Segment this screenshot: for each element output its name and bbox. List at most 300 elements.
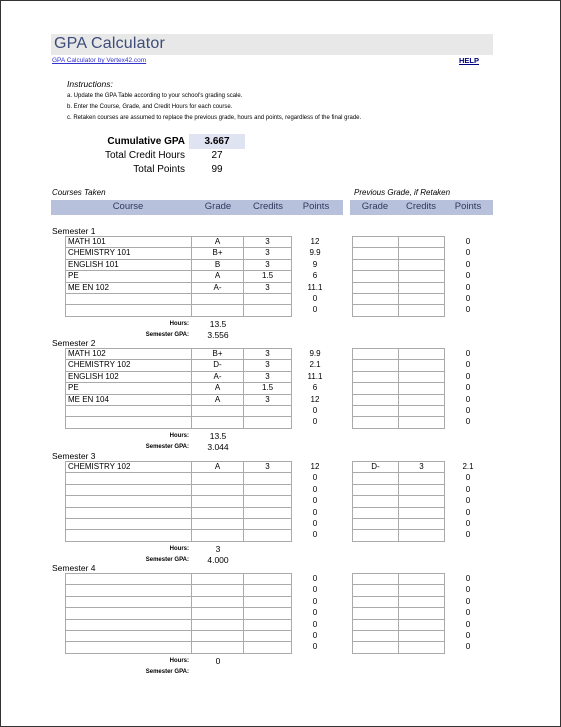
table-row <box>66 631 292 642</box>
cell-grade[interactable]: A- <box>192 372 244 383</box>
table-row <box>353 473 445 484</box>
semester-gpa-label: Semester GPA: <box>145 331 189 338</box>
cell-grade[interactable] <box>192 294 244 305</box>
cell-prev-credits[interactable] <box>399 608 445 619</box>
cell-points: 0 <box>312 473 318 483</box>
cell-points: 0 <box>312 574 318 583</box>
cell-prev-grade[interactable] <box>353 642 399 653</box>
previous-grade-caption: Previous Grade, if Retaken <box>354 188 451 197</box>
cell-prev-points: 0 <box>465 619 471 629</box>
cell-prev-credits[interactable] <box>399 260 445 271</box>
table-row <box>66 237 292 248</box>
cell-prev-grade[interactable] <box>353 485 399 496</box>
cell-prev-points: 0 <box>465 496 471 506</box>
table-row <box>353 620 445 631</box>
cell-course[interactable] <box>66 642 192 653</box>
cell-credits[interactable] <box>244 597 292 608</box>
cell-course[interactable] <box>66 485 192 496</box>
cell-prev-credits[interactable] <box>399 349 445 360</box>
cell-grade[interactable]: A <box>192 383 244 394</box>
cell-course[interactable]: ENGLISH 101 <box>66 260 192 271</box>
cell-prev-points: 0 <box>465 417 471 427</box>
table-row <box>353 597 445 608</box>
semester-hours-value: 13.5 <box>209 430 227 441</box>
cell-credits[interactable]: 3 <box>244 462 292 473</box>
cell-prev-credits[interactable] <box>399 395 445 406</box>
cell-course[interactable]: CHEMISTRY 102 <box>66 462 192 473</box>
cell-prev-credits[interactable] <box>399 271 445 282</box>
cell-prev-grade[interactable] <box>353 283 399 294</box>
cell-course[interactable] <box>66 597 192 608</box>
cell-course[interactable] <box>66 305 192 316</box>
cell-grade[interactable]: A <box>192 237 244 248</box>
cell-credits[interactable] <box>244 294 292 305</box>
table-row <box>66 305 292 316</box>
cell-points: 0 <box>312 585 318 595</box>
points-column <box>292 236 338 316</box>
cell-credits[interactable] <box>244 305 292 316</box>
retaken-grid <box>352 348 445 429</box>
cell-points: 0 <box>312 417 318 427</box>
cell-prev-grade[interactable] <box>353 620 399 631</box>
table-row <box>353 294 445 305</box>
cell-credits[interactable] <box>244 530 292 541</box>
cell-prev-points: 2.1 <box>462 462 474 471</box>
cell-prev-credits[interactable] <box>399 574 445 585</box>
cell-grade[interactable]: D- <box>192 360 244 371</box>
cell-points: 12 <box>310 237 320 246</box>
course-grid <box>65 573 292 654</box>
hours-label: Hours: <box>169 432 189 439</box>
table-row <box>353 305 445 316</box>
cell-prev-credits[interactable] <box>399 473 445 484</box>
cell-prev-credits[interactable] <box>399 597 445 608</box>
cell-prev-grade[interactable] <box>353 608 399 619</box>
cell-prev-grade[interactable] <box>353 395 399 406</box>
cell-course[interactable]: ENGLISH 102 <box>66 372 192 383</box>
cell-points: 0 <box>312 608 318 618</box>
retaken-grid <box>352 461 445 542</box>
cell-points: 0 <box>312 619 318 629</box>
table-row <box>353 283 445 294</box>
cell-grade[interactable] <box>192 608 244 619</box>
semester-title: Semester 2 <box>52 338 96 348</box>
col-header-prev-credits: Credits <box>405 201 437 212</box>
cell-credits[interactable] <box>244 473 292 484</box>
col-header-prev-grade: Grade <box>361 201 389 212</box>
cell-prev-credits[interactable] <box>399 294 445 305</box>
table-row <box>66 260 292 271</box>
semester-title: Semester 3 <box>52 451 96 461</box>
cell-prev-points: 0 <box>465 371 471 381</box>
cell-grade[interactable] <box>192 631 244 642</box>
cell-prev-points: 0 <box>465 259 471 269</box>
cell-grade[interactable] <box>192 519 244 530</box>
table-row <box>353 530 445 541</box>
cell-grade[interactable]: A <box>192 395 244 406</box>
cell-grade[interactable] <box>192 508 244 519</box>
table-row <box>66 519 292 530</box>
cell-prev-points: 0 <box>465 360 471 370</box>
table-row <box>66 485 292 496</box>
table-row <box>66 417 292 428</box>
table-row <box>66 620 292 631</box>
hours-label: Hours: <box>169 657 189 664</box>
courses-taken-caption: Courses Taken <box>52 188 106 197</box>
cell-points: 12 <box>310 394 320 404</box>
cell-prev-points: 0 <box>465 293 471 303</box>
cell-prev-points: 0 <box>465 574 471 583</box>
semester-title: Semester 4 <box>52 563 96 573</box>
table-row <box>353 406 445 417</box>
cell-prev-credits[interactable]: 3 <box>399 462 445 473</box>
table-row <box>66 585 292 596</box>
cell-credits[interactable]: 3 <box>244 360 292 371</box>
help-link[interactable]: HELP <box>459 56 480 65</box>
cell-course[interactable] <box>66 519 192 530</box>
cell-grade[interactable] <box>192 305 244 316</box>
cell-prev-credits[interactable] <box>399 485 445 496</box>
cell-grade[interactable]: B+ <box>192 349 244 360</box>
table-row <box>353 642 445 653</box>
col-header-grade: Grade <box>204 201 232 212</box>
cell-prev-points: 0 <box>465 585 471 595</box>
cell-prev-grade[interactable] <box>353 473 399 484</box>
cell-credits[interactable] <box>244 574 292 585</box>
cell-credits[interactable] <box>244 508 292 519</box>
cell-course[interactable] <box>66 473 192 484</box>
cell-prev-points: 0 <box>465 237 471 246</box>
cell-points: 0 <box>312 305 318 315</box>
cell-prev-grade[interactable] <box>353 508 399 519</box>
prev-points-column <box>445 461 491 541</box>
cumulative-gpa-value: 3.667 <box>204 136 230 147</box>
course-grid <box>65 348 292 429</box>
cell-prev-credits[interactable] <box>399 283 445 294</box>
cell-course[interactable] <box>66 417 192 428</box>
cell-prev-credits[interactable] <box>399 372 445 383</box>
cell-course[interactable]: MATH 102 <box>66 349 192 360</box>
cell-points: 11.1 <box>307 282 323 292</box>
cell-prev-points: 0 <box>465 596 471 606</box>
table-row <box>353 485 445 496</box>
cell-course[interactable]: PE <box>66 271 192 282</box>
table-row <box>353 349 445 360</box>
table-row <box>66 395 292 406</box>
cell-prev-credits[interactable] <box>399 383 445 394</box>
cell-prev-grade[interactable] <box>353 271 399 282</box>
cell-prev-grade[interactable] <box>353 305 399 316</box>
cell-points: 0 <box>312 293 318 303</box>
semester-gpa-value: 3.556 <box>207 329 229 340</box>
cell-course[interactable] <box>66 294 192 305</box>
retaken-grid <box>352 236 445 317</box>
cell-prev-credits[interactable] <box>399 620 445 631</box>
semester-hours-value: 3 <box>215 543 221 554</box>
cell-course[interactable]: ME EN 104 <box>66 395 192 406</box>
prev-points-column <box>445 236 491 316</box>
cell-credits[interactable]: 1.5 <box>244 383 292 394</box>
cell-grade[interactable]: A- <box>192 283 244 294</box>
table-row <box>353 508 445 519</box>
cell-prev-credits[interactable] <box>399 237 445 248</box>
cell-prev-points: 0 <box>465 349 471 358</box>
cell-grade[interactable] <box>192 585 244 596</box>
cell-points: 6 <box>312 383 318 393</box>
cell-credits[interactable] <box>244 620 292 631</box>
table-row <box>353 237 445 248</box>
cell-course[interactable] <box>66 406 192 417</box>
table-row <box>353 519 445 530</box>
cell-prev-credits[interactable] <box>399 508 445 519</box>
points-column <box>292 461 338 541</box>
cell-credits[interactable] <box>244 485 292 496</box>
cell-points: 9 <box>312 259 318 269</box>
total-points-value: 99 <box>211 164 223 175</box>
cell-course[interactable] <box>66 530 192 541</box>
cell-prev-grade[interactable] <box>353 519 399 530</box>
cell-credits[interactable] <box>244 631 292 642</box>
instruction-step-a: a. Update the GPA Table according to your school's grading scale. <box>67 93 243 99</box>
cell-points: 9.9 <box>309 248 321 258</box>
semester-gpa-label: Semester GPA: <box>145 556 189 563</box>
table-row <box>353 260 445 271</box>
cell-prev-credits[interactable] <box>399 406 445 417</box>
cell-prev-grade[interactable] <box>353 597 399 608</box>
table-row <box>66 462 292 473</box>
cell-course[interactable] <box>66 620 192 631</box>
points-column <box>292 573 338 653</box>
cell-prev-credits[interactable] <box>399 530 445 541</box>
table-row <box>66 406 292 417</box>
cell-prev-points: 0 <box>465 530 471 540</box>
cell-course[interactable]: MATH 101 <box>66 237 192 248</box>
table-row <box>66 642 292 653</box>
cell-points: 12 <box>310 462 320 471</box>
total-credit-hours-label: Total Credit Hours <box>104 150 185 161</box>
cell-credits[interactable]: 3 <box>244 395 292 406</box>
hours-label: Hours: <box>169 545 189 552</box>
cell-prev-grade[interactable] <box>353 294 399 305</box>
cell-grade[interactable]: B <box>192 260 244 271</box>
prev-points-column <box>445 573 491 653</box>
table-row <box>353 608 445 619</box>
cell-grade[interactable] <box>192 597 244 608</box>
cell-points: 0 <box>312 642 318 652</box>
cell-prev-grade[interactable] <box>353 349 399 360</box>
cell-prev-credits[interactable] <box>399 417 445 428</box>
cell-credits[interactable] <box>244 642 292 653</box>
table-row <box>66 360 292 371</box>
cell-credits[interactable]: 3 <box>244 248 292 259</box>
table-row <box>66 283 292 294</box>
table-row <box>66 530 292 541</box>
cell-credits[interactable] <box>244 519 292 530</box>
cell-prev-grade[interactable] <box>353 530 399 541</box>
cell-credits[interactable] <box>244 585 292 596</box>
cell-prev-points: 0 <box>465 484 471 494</box>
table-row <box>66 608 292 619</box>
table-row <box>66 372 292 383</box>
cell-grade[interactable] <box>192 406 244 417</box>
col-header-course: Course <box>112 201 144 212</box>
cell-prev-points: 0 <box>465 518 471 528</box>
cell-prev-credits[interactable] <box>399 631 445 642</box>
cell-grade[interactable] <box>192 530 244 541</box>
cell-prev-grade[interactable] <box>353 496 399 507</box>
cell-credits[interactable]: 3 <box>244 260 292 271</box>
cell-credits[interactable] <box>244 496 292 507</box>
cell-prev-points: 0 <box>465 394 471 404</box>
semester-gpa-label: Semester GPA: <box>145 668 189 675</box>
cell-prev-credits[interactable] <box>399 360 445 371</box>
cell-prev-grade[interactable] <box>353 406 399 417</box>
cell-credits[interactable]: 1.5 <box>244 271 292 282</box>
table-row <box>66 383 292 394</box>
cell-prev-points: 0 <box>465 282 471 292</box>
cell-prev-credits[interactable] <box>399 585 445 596</box>
cell-prev-grade[interactable] <box>353 631 399 642</box>
col-header-points: Points <box>302 201 330 212</box>
table-row <box>66 294 292 305</box>
cell-grade[interactable] <box>192 620 244 631</box>
semester-gpa-value: 3.044 <box>207 441 229 452</box>
cell-prev-grade[interactable] <box>353 360 399 371</box>
hours-label: Hours: <box>169 320 189 327</box>
course-grid <box>65 461 292 542</box>
cell-points: 2.1 <box>309 360 321 370</box>
cell-prev-grade[interactable] <box>353 237 399 248</box>
retaken-grid <box>352 573 445 654</box>
cell-prev-points: 0 <box>465 630 471 640</box>
cell-prev-points: 0 <box>465 271 471 281</box>
table-row <box>353 360 445 371</box>
cell-prev-grade[interactable] <box>353 248 399 259</box>
table-row <box>353 271 445 282</box>
cell-prev-grade[interactable] <box>353 585 399 596</box>
cell-course[interactable] <box>66 631 192 642</box>
cell-points: 11.1 <box>307 371 323 381</box>
cell-credits[interactable] <box>244 417 292 428</box>
table-row <box>353 372 445 383</box>
cell-course[interactable] <box>66 496 192 507</box>
prev-points-column <box>445 348 491 428</box>
cell-prev-points: 0 <box>465 383 471 393</box>
cell-grade[interactable] <box>192 485 244 496</box>
instruction-step-c: c. Retaken courses are assumed to replace the previous grade, hours and points, regardless of the final grade. <box>67 115 362 121</box>
cell-grade[interactable] <box>192 642 244 653</box>
table-row <box>353 462 445 473</box>
cell-course[interactable] <box>66 508 192 519</box>
instructions-heading: Instructions: <box>67 79 113 89</box>
cell-prev-grade[interactable] <box>353 417 399 428</box>
cell-prev-points: 0 <box>465 507 471 517</box>
table-row <box>66 349 292 360</box>
total-points-label: Total Points <box>133 164 185 175</box>
table-row <box>353 395 445 406</box>
cell-points: 6 <box>312 271 318 281</box>
table-row <box>66 473 292 484</box>
cell-prev-points: 0 <box>465 305 471 315</box>
cell-course[interactable]: CHEMISTRY 102 <box>66 360 192 371</box>
cell-points: 0 <box>312 630 318 640</box>
cell-prev-credits[interactable] <box>399 248 445 259</box>
cell-credits[interactable]: 3 <box>244 349 292 360</box>
cell-credits[interactable] <box>244 608 292 619</box>
table-row <box>353 585 445 596</box>
table-row <box>66 271 292 282</box>
cell-points: 0 <box>312 496 318 506</box>
table-row <box>66 574 292 585</box>
table-row <box>66 248 292 259</box>
page-title: GPA Calculator <box>54 35 165 52</box>
course-grid <box>65 236 292 317</box>
cell-prev-grade[interactable] <box>353 372 399 383</box>
semester-hours-value: 13.5 <box>209 318 227 329</box>
total-credit-hours-value: 27 <box>211 150 223 161</box>
cell-grade[interactable]: B+ <box>192 248 244 259</box>
table-row <box>66 508 292 519</box>
cell-course[interactable]: ME EN 102 <box>66 283 192 294</box>
vertex42-link[interactable]: GPA Calculator by Vertex42.com <box>52 57 147 64</box>
cell-prev-grade[interactable] <box>353 383 399 394</box>
cell-credits[interactable]: 3 <box>244 372 292 383</box>
cumulative-gpa-label: Cumulative GPA <box>107 136 185 147</box>
table-row <box>353 496 445 507</box>
cell-course[interactable] <box>66 574 192 585</box>
cell-grade[interactable]: A <box>192 462 244 473</box>
cell-grade[interactable]: A <box>192 271 244 282</box>
semester-hours-value: 0 <box>215 655 221 666</box>
cell-points: 0 <box>312 405 318 415</box>
table-row <box>353 417 445 428</box>
cell-course[interactable] <box>66 585 192 596</box>
cell-points: 0 <box>312 507 318 517</box>
points-column <box>292 348 338 428</box>
cell-prev-points: 0 <box>465 473 471 483</box>
table-row <box>66 597 292 608</box>
cell-points: 0 <box>312 484 318 494</box>
cell-grade[interactable] <box>192 417 244 428</box>
cell-credits[interactable]: 3 <box>244 283 292 294</box>
cell-points: 9.9 <box>309 349 321 358</box>
cell-prev-points: 0 <box>465 405 471 415</box>
cell-prev-grade[interactable] <box>353 260 399 271</box>
cell-credits[interactable] <box>244 406 292 417</box>
semester-gpa-value: 4.000 <box>207 554 229 565</box>
cell-prev-points: 0 <box>465 642 471 652</box>
cell-prev-credits[interactable] <box>399 305 445 316</box>
cell-prev-credits[interactable] <box>399 496 445 507</box>
cell-prev-credits[interactable] <box>399 519 445 530</box>
col-header-prev-points: Points <box>454 201 482 212</box>
cell-course[interactable]: CHEMISTRY 101 <box>66 248 192 259</box>
cell-points: 0 <box>312 596 318 606</box>
cell-prev-points: 0 <box>465 608 471 618</box>
cell-credits[interactable]: 3 <box>244 237 292 248</box>
cell-prev-credits[interactable] <box>399 642 445 653</box>
cell-grade[interactable] <box>192 574 244 585</box>
cell-prev-grade[interactable]: D- <box>353 462 399 473</box>
cell-grade[interactable] <box>192 496 244 507</box>
table-row <box>353 574 445 585</box>
cell-points: 0 <box>312 518 318 528</box>
table-row <box>353 383 445 394</box>
cell-course[interactable] <box>66 608 192 619</box>
cell-grade[interactable] <box>192 473 244 484</box>
cell-course[interactable]: PE <box>66 383 192 394</box>
cell-prev-grade[interactable] <box>353 574 399 585</box>
